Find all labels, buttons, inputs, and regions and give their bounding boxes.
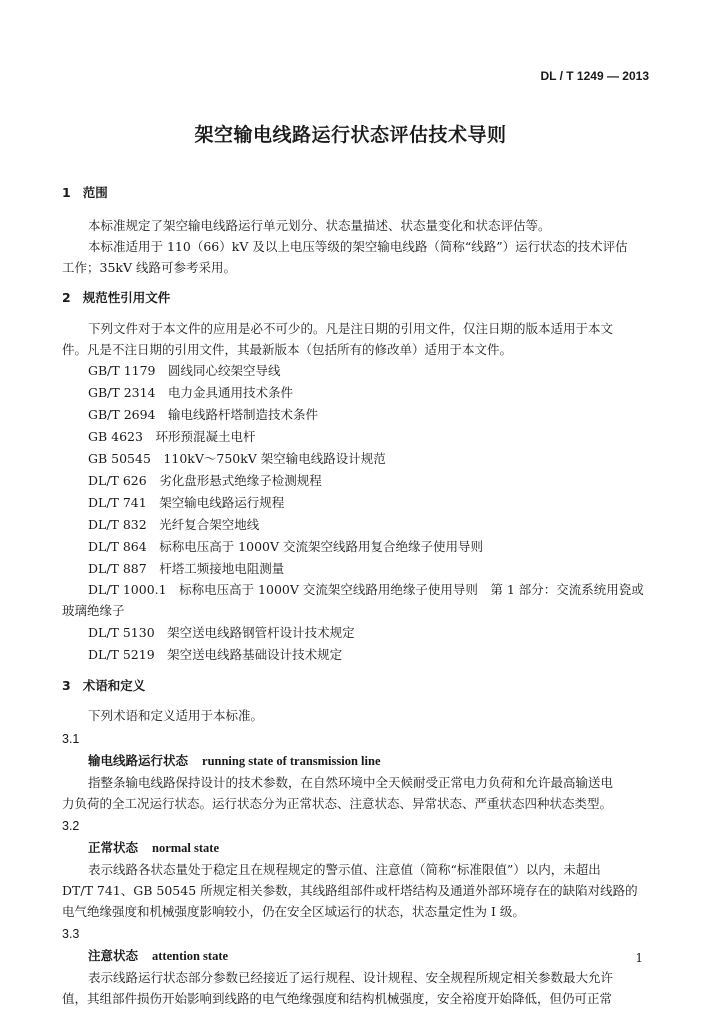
paragraph: 值，其组部件损伤开始影响到线路的电气绝缘强度和结构机械强度，安全裕度开始降低，但仍可正常 — [62, 991, 613, 1006]
paragraph: 下列文件对于本文件的应用是必不可少的。凡是注日期的引用文件，仅注日期的版本适用于本文 — [88, 321, 614, 336]
reference-item: GB 50545 110kV～750kV 架空输电线路设计规范 — [88, 451, 386, 466]
section-number: 3 — [62, 678, 71, 693]
section-2-heading — [62, 292, 170, 305]
term-number: 3.1 — [62, 732, 80, 746]
paragraph: 表示线路各状态量处于稳定且在规程规定的警示值、注意值（简称“标准限值”）以内，未超出 — [88, 862, 601, 877]
paragraph: 表示线路运行状态部分参数已经接近了运行规程、设计规程、安全规程所规定相关参数最大允许 — [88, 970, 614, 985]
reference-item: DL/T 5130 架空送电线路钢管杆设计技术规定 — [88, 625, 355, 640]
document-title: 架空输电线路运行状态评估技术导则 — [194, 124, 507, 146]
term-number: 3.2 — [62, 819, 80, 833]
section-title: 范围 — [82, 185, 108, 200]
paragraph: 电气绝缘强度和机械强度影响较小，仍在安全区域运行的状态，状态量定性为 I 级。 — [62, 904, 525, 919]
section-3-heading — [62, 680, 145, 693]
term-heading — [88, 842, 219, 855]
paragraph: 力负荷的全工况运行状态。运行状态分为正常状态、注意状态、异常状态、严重状态四种状态类型。 — [62, 796, 613, 811]
reference-item: DL/T 1000.1 标称电压高于 1000V 交流架空线路用绝缘子使用导则 第 1 部分：交流系统用瓷或 — [88, 582, 644, 597]
term-english: attention state — [152, 949, 229, 963]
reference-item: GB/T 2694 输电线路杆塔制造技术条件 — [88, 407, 319, 422]
reference-item-continuation: 玻璃绝缘子 — [62, 603, 125, 618]
term-chinese: 输电线路运行状态 — [88, 753, 189, 768]
paragraph: 本标准适用于 110（66）kV 及以上电压等级的架空输电线路（简称“线路”）运行状态的技术评估 — [88, 239, 628, 254]
section-number: 2 — [62, 290, 71, 305]
reference-item: DL/T 832 光纤复合架空地线 — [88, 517, 260, 532]
term-english: running state of transmission line — [202, 754, 381, 768]
reference-item: GB/T 2314 电力金具通用技术条件 — [88, 385, 294, 400]
section-title: 规范性引用文件 — [82, 290, 171, 305]
reference-item: GB/T 1179 圆线同心绞架空导线 — [88, 363, 281, 378]
reference-item: DL/T 5219 架空送电线路基础设计技术规定 — [88, 647, 343, 662]
term-english: normal state — [152, 841, 220, 855]
reference-item: DL/T 887 杆塔工频接地电阻测量 — [88, 561, 285, 576]
document-number: DL / T 1249 — 2013 — [540, 69, 649, 83]
term-heading — [88, 755, 381, 768]
paragraph: 指整条输电线路保持设计的技术参数，在自然环境中全天候耐受正常电力负荷和允许最高输送电 — [88, 775, 614, 790]
section-1-heading — [62, 187, 108, 200]
paragraph: DT/T 741、GB 50545 所规定相关参数，其线路组部件或杆塔结构及通道外部环境存在的缺陷对线路的 — [62, 883, 638, 898]
reference-item: DL/T 864 标称电压高于 1000V 交流架空线路用复合绝缘子使用导则 — [88, 539, 483, 554]
page-number: 1 — [635, 951, 643, 965]
section-number: 1 — [62, 185, 71, 200]
reference-item: DL/T 741 架空输电线路运行规程 — [88, 495, 285, 510]
reference-item: GB 4623 环形预混凝土电杆 — [88, 429, 256, 444]
paragraph: 件。凡是不注日期的引用文件，其最新版本（包括所有的修改单）适用于本文件。 — [62, 342, 513, 357]
paragraph: 工作；35kV 线路可参考采用。 — [62, 260, 236, 275]
section-title: 术语和定义 — [82, 678, 146, 693]
paragraph: 下列术语和定义适用于本标准。 — [88, 708, 264, 723]
term-chinese: 注意状态 — [88, 948, 139, 963]
reference-item: DL/T 626 劣化盘形悬式绝缘子检测规程 — [88, 473, 322, 488]
term-chinese: 正常状态 — [88, 840, 139, 855]
paragraph: 本标准规定了架空输电线路运行单元划分、状态量描述、状态量变化和状态评估等。 — [88, 218, 551, 233]
term-number: 3.3 — [62, 927, 80, 941]
term-heading — [88, 950, 228, 963]
